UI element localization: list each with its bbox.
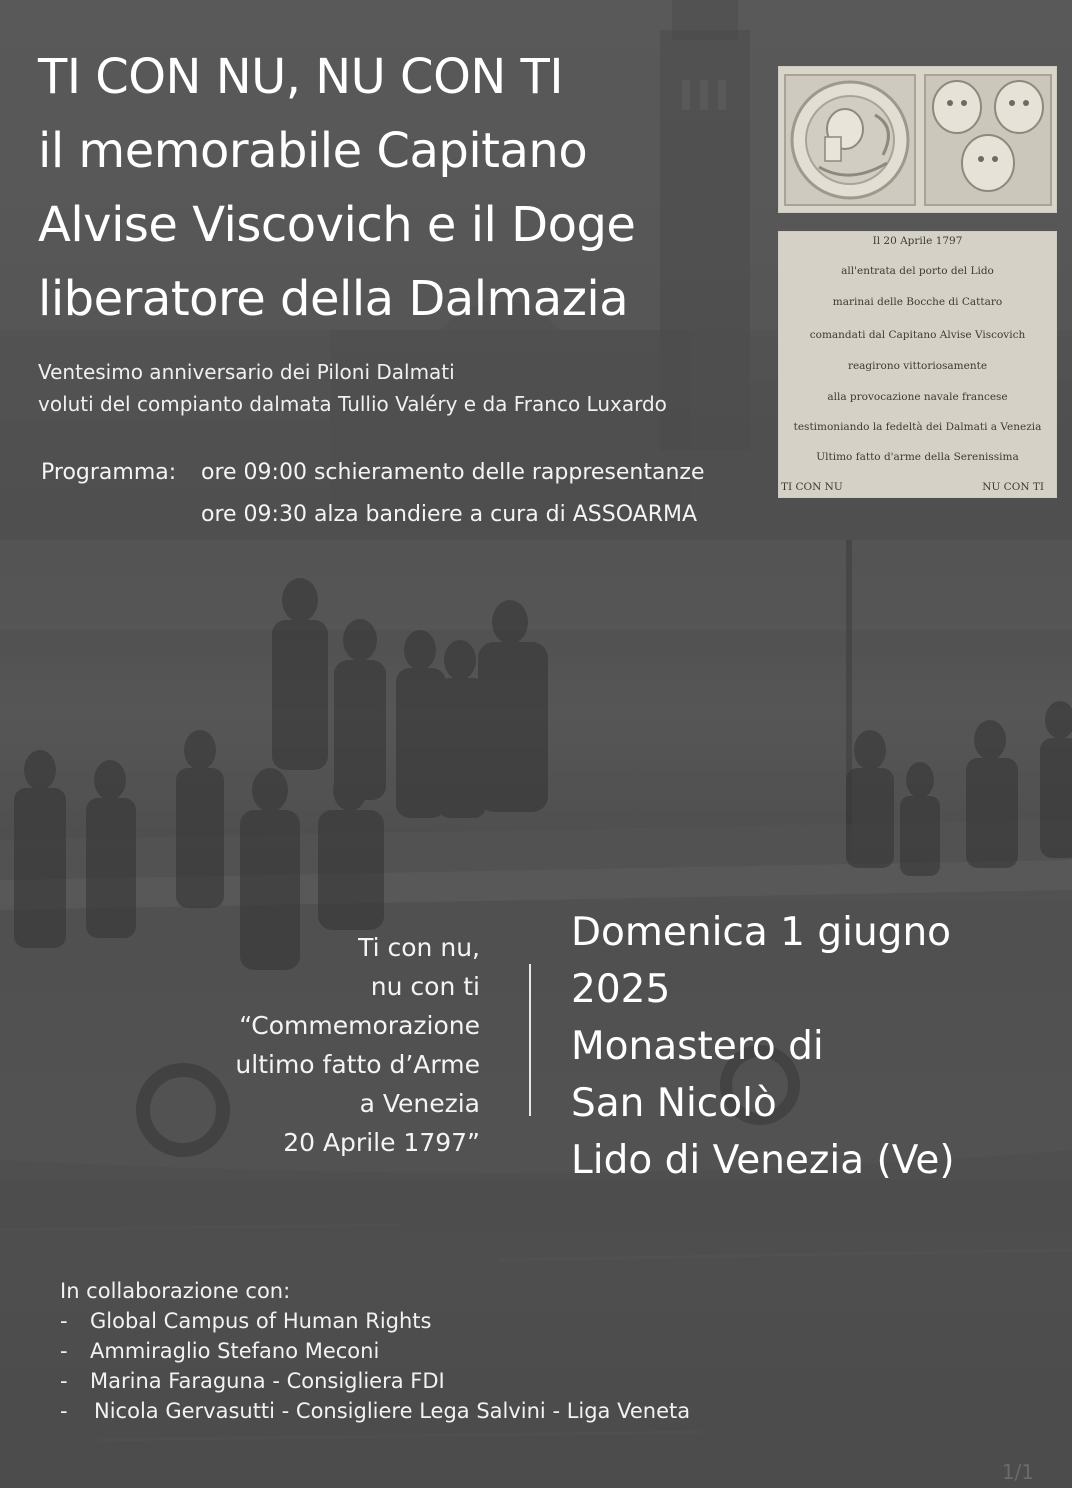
program-label-spacer	[41, 494, 201, 536]
subtitle-line: voluti del compianto dalmata Tullio Valéry e da Franco Luxardo	[38, 392, 667, 416]
title-line: Alvise Viscovich e il Doge	[38, 197, 636, 253]
inscription-corner-right: NU CON TI	[982, 481, 1044, 493]
list-item	[60, 1396, 690, 1426]
event-line: Lido di Venezia (Ve)	[571, 1138, 955, 1183]
list-item	[60, 1306, 690, 1336]
list-item	[60, 1366, 690, 1396]
vertical-divider	[529, 964, 531, 1116]
inscription-line: Ultimo fatto d'arme della Serenissima	[816, 451, 1019, 463]
bullet-dash: -	[60, 1309, 68, 1333]
title-line: liberatore della Dalmazia	[38, 271, 629, 327]
program-item: ore 09:30 alza bandiere a cura di ASSOARMA	[201, 502, 698, 527]
program-label: Programma:	[41, 460, 177, 485]
motto-line: “Commemorazione	[239, 1011, 480, 1040]
poster-title	[38, 40, 635, 336]
event-details	[571, 904, 955, 1189]
page-number: 1/1	[1001, 1460, 1034, 1484]
collaborator-name: Global Campus of Human Rights	[90, 1309, 432, 1333]
program-row	[41, 494, 705, 536]
bullet-dash: -	[60, 1399, 68, 1423]
program-item: ore 09:00 schieramento delle rappresentanze	[201, 460, 705, 485]
inscription-line: testimoniando la fedeltà dei Dalmati a Venezia	[793, 421, 1042, 433]
inscription-line: reagirono vittoriosamente	[847, 360, 988, 372]
collaborator-name: Nicola Gervasutti - Consigliere Lega Salvini - Liga Veneta	[94, 1399, 691, 1423]
lion-reliefs-photo	[779, 67, 1056, 212]
motto-block	[235, 928, 480, 1162]
event-line: Domenica 1 giugno	[571, 910, 952, 955]
inscription-line: marinai delle Bocche di Cattaro	[832, 296, 1003, 308]
collaborator-list	[60, 1306, 690, 1426]
program-schedule	[41, 452, 705, 536]
program-row	[41, 452, 705, 494]
title-line: TI CON NU, NU CON TI	[38, 49, 563, 105]
event-line: Monastero di	[571, 1024, 824, 1069]
lion-relief-icon	[779, 67, 1056, 212]
motto-line: ultimo fatto d’Arme	[235, 1050, 480, 1079]
motto-line: 20 Aprile 1797”	[283, 1128, 480, 1157]
motto-line: nu con ti	[370, 972, 480, 1001]
inscription-line: comandati dal Capitano Alvise Viscovich	[809, 329, 1026, 341]
collaboration-heading: In collaborazione con:	[60, 1279, 291, 1303]
inscription-line: all'entrata del porto del Lido	[841, 265, 994, 277]
event-line: 2025	[571, 967, 671, 1012]
motto-line: a Venezia	[359, 1089, 480, 1118]
memorial-plaque-photo	[779, 232, 1056, 497]
inscription-line: Il 20 Aprile 1797	[872, 235, 963, 247]
subtitle	[38, 356, 667, 420]
collaborator-name: Ammiraglio Stefano Meconi	[90, 1339, 380, 1363]
inscription-line: alla provocazione navale francese	[827, 391, 1008, 403]
collaborator-name: Marina Faraguna - Consigliera FDI	[90, 1369, 445, 1393]
event-line: San Nicolò	[571, 1081, 777, 1126]
title-line: il memorabile Capitano	[38, 123, 588, 179]
collaboration-section	[60, 1276, 690, 1426]
motto-line: Ti con nu,	[358, 933, 480, 962]
list-item	[60, 1336, 690, 1366]
inscription-corner-left: TI CON NU	[781, 481, 843, 493]
subtitle-line: Ventesimo anniversario dei Piloni Dalmati	[38, 360, 455, 384]
bullet-dash: -	[60, 1339, 68, 1363]
bullet-dash: -	[60, 1369, 68, 1393]
plaque-inscription	[779, 232, 1056, 497]
